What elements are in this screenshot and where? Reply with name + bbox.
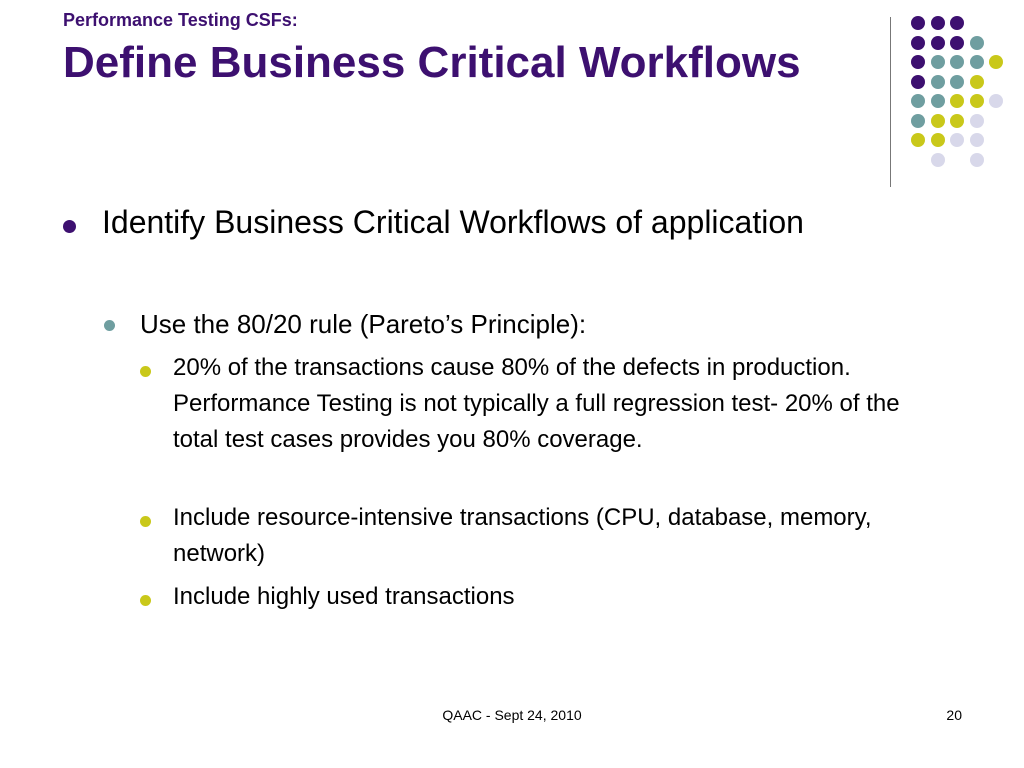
decorative-dot: [911, 75, 925, 89]
decorative-dot: [911, 36, 925, 50]
decorative-dot: [970, 114, 984, 128]
decorative-dot: [911, 55, 925, 69]
decorative-dot: [911, 133, 925, 147]
bullet-level3-item: Include resource-intensive transactions (CPU, database, memory, network): [173, 504, 872, 567]
decorative-dot: [931, 75, 945, 89]
page-number: 20: [946, 707, 962, 723]
decorative-dot: [970, 153, 984, 167]
decorative-dot: [989, 55, 1003, 69]
bullet-level1-marker: [63, 220, 76, 233]
decorative-dot: [931, 16, 945, 30]
bullet-level1: Identify Business Critical Workflows of application: [102, 204, 804, 240]
decorative-dot: [911, 94, 925, 108]
decorative-dot: [950, 114, 964, 128]
slide-subtitle: Performance Testing CSFs:: [63, 10, 298, 30]
decorative-dot: [970, 55, 984, 69]
decorative-dot: [970, 133, 984, 147]
decorative-dot: [970, 36, 984, 50]
decorative-dot: [931, 114, 945, 128]
decorative-dot: [950, 36, 964, 50]
decorative-dot: [950, 94, 964, 108]
bullet-level3-marker: [140, 595, 151, 606]
decorative-dot: [931, 55, 945, 69]
decorative-dot: [931, 94, 945, 108]
decorative-dot: [970, 75, 984, 89]
decorative-dot: [950, 16, 964, 30]
bullet-level3-item: Include highly used transactions: [173, 583, 515, 610]
decorative-dot: [950, 55, 964, 69]
decorative-dot: [989, 94, 1003, 108]
decorative-dot: [950, 75, 964, 89]
decorative-dot: [911, 16, 925, 30]
decorative-dot-grid: [0, 0, 1024, 200]
footer-text: QAAC - Sept 24, 2010: [442, 707, 582, 723]
decorative-dot: [950, 133, 964, 147]
slide-title: Define Business Critical Workflows: [63, 38, 801, 87]
decorative-dot: [931, 133, 945, 147]
bullet-level3-marker: [140, 366, 151, 377]
decorative-dot: [911, 114, 925, 128]
decorative-dot: [931, 36, 945, 50]
bullet-level3-item: 20% of the transactions cause 80% of the defects in production. Performance Testing is not typically a full regression test- 20% of the total test cases provides you 80% coverage.: [173, 354, 900, 453]
bullet-level2-marker: [104, 320, 115, 331]
decorative-dot: [970, 94, 984, 108]
bullet-level2: Use the 80/20 rule (Pareto’s Principle):: [140, 309, 587, 339]
bullet-level3-marker: [140, 516, 151, 527]
decorative-dot: [931, 153, 945, 167]
